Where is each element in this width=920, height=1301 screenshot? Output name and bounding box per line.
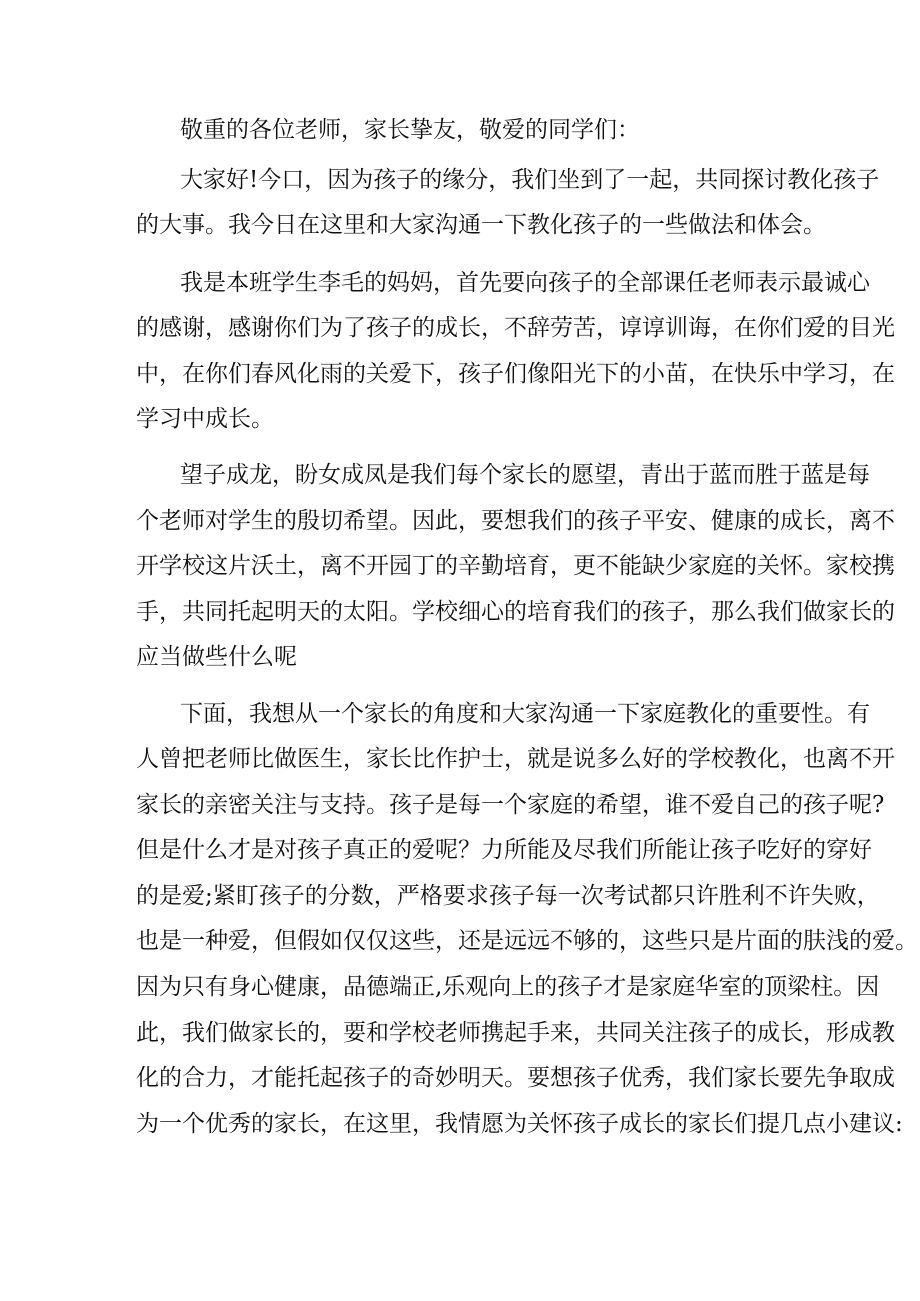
paragraph-2-line-1: 我是本班学生李毛的妈妈，首先要向孩子的全部课任老师表示最诚心 [180,270,870,296]
paragraph-3-line-3: 开学校这片沃土，离不开园丁的辛勤培育，更不能缺少家庭的关怀。家校携 [136,553,895,579]
paragraph-4-line-6: 也是一种爱，但假如仅仅这些，还是远远不够的，这些只是片面的肤浅的爱。 [136,928,918,954]
paragraph-1-line-1: 大家好!今口，因为孩子的缘分，我们坐到了一起，共同探讨教化孩子 [180,167,880,193]
paragraph-3-line-4: 手，共同托起明天的太阳。学校细心的培育我们的孩子，那么我们做家长的 [136,599,895,625]
paragraph-3-line-1: 望子成龙，盼女成凤是我们每个家长的愿望，青出于蓝而胜于蓝是每 [180,462,870,488]
paragraph-1-line-2: 的大事。我今日在这里和大家沟通一下教化孩子的一些做法和体会。 [136,212,826,238]
paragraph-2-line-4: 学习中成长。 [136,406,274,432]
paragraph-2-line-2: 的感谢，感谢你们为了孩子的成长，不辞劳苦，谆谆训诲，在你们爱的目光 [136,315,895,341]
paragraph-4-line-2: 人曾把老师比做医生，家长比作护士，就是说多么好的学校教化，也离不开 [136,746,895,772]
paragraph-4-line-3: 家长的亲密关注与支持。孩子是每一个家庭的希望，谁不爱自己的孩子呢? [136,792,885,818]
paragraph-3-line-2: 个老师对学生的殷切希望。因此，要想我们的孩子平安、健康的成长，离不 [136,508,895,534]
paragraph-4-line-1: 下面，我想从一个家长的角度和大家沟通一下家庭教化的重要性。有 [180,701,870,727]
paragraph-4-line-4: 但是什么才是对孩子真正的爱呢？力所能及尽我们所能让孩子吃好的穿好 [136,837,872,863]
paragraph-2-line-3: 中，在你们春风化雨的关爱下，孩子们像阳光下的小苗，在快乐中学习，在 [136,361,895,387]
salutation: 敬重的各位老师，家长挚友，敬爱的同学们： [180,117,640,143]
paragraph-4-line-9: 化的合力，才能托起孩子的奇妙明天。要想孩子优秀，我们家长要先争取成 [136,1065,895,1091]
paragraph-4-line-7: 因为只有身心健康，品德端正,乐观向上的孩子才是家庭华室的顶梁柱。因 [136,974,880,1000]
paragraph-4-line-10: 为一个优秀的家长，在这里，我情愿为关怀孩子成长的家长们提几点小建议: [136,1111,903,1137]
paragraph-4-line-8: 此，我们做家长的，要和学校老师携起手来，共同关注孩子的成长，形成教 [136,1020,895,1046]
paragraph-4-line-5: 的是爱;紧盯孩子的分数，严格要求孩子每一次考试都只许胜利不许失败， [136,883,880,909]
paragraph-3-line-5: 应当做些什么呢 [136,644,297,670]
